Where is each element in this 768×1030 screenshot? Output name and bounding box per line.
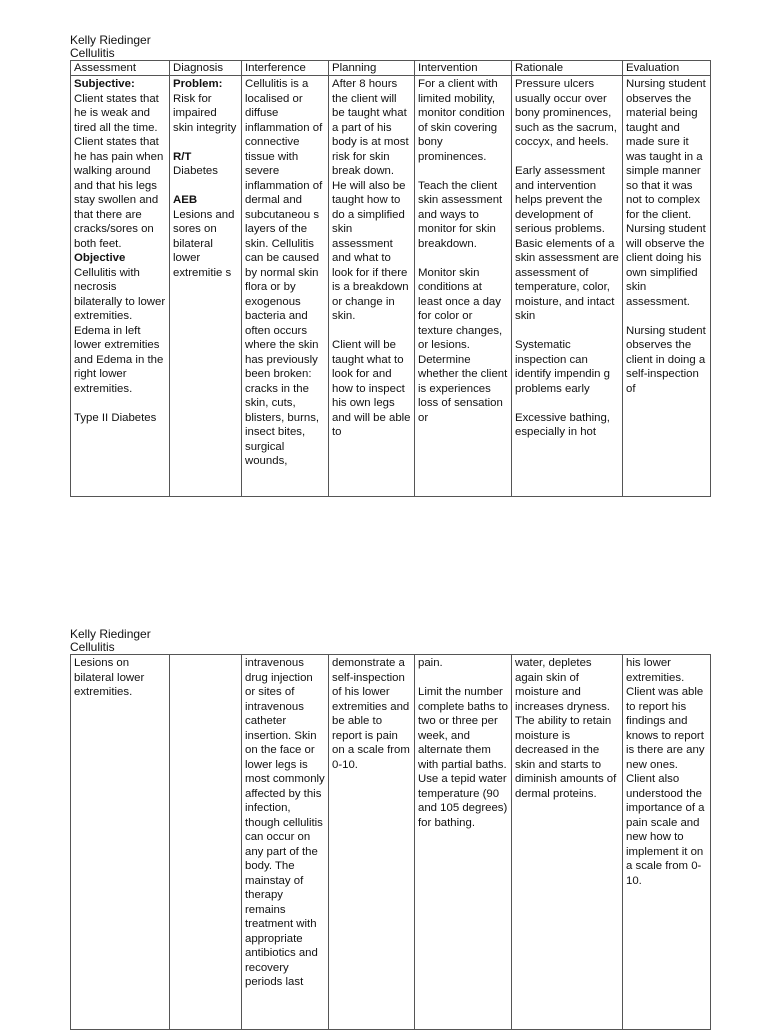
subjective-text: Client states that he is weak and tired all the time. Client states that he has pain when walking around and that his legs stay swollen and that there are cracks/sores on both feet.	[74, 92, 164, 250]
evaluation-cell: his lower extremities. Client was able to report his findings and knows to report is there are any new ones. Client also understood the importance of a pain scale and new how to implement it on a scale from 0-10.	[623, 655, 711, 1030]
rt-text: Diabetes	[173, 165, 218, 177]
intervention-text-1: For a client with limited mobility, monitor condition of skin covering bony prominences.	[418, 78, 505, 163]
rationale-text-3: Systematic inspection can identify impendin g problems early	[515, 339, 610, 395]
planning-cell: demonstrate a self-inspection of his lower extremities and be able to report is pain on a scale from 0-10.	[329, 655, 415, 1030]
interference-cell: Cellulitis is a localised or diffuse inflammation of connective tissue with severe inflammation of dermal and subcutaneou s layers of the skin. Cellulitis can be caused by normal skin flora or by exogenous bacteria and often occurs where the skin has previously been broken: cracks in the skin, cuts, blisters, burns, insect bites, surgical wounds,	[242, 76, 329, 497]
table-row	[71, 76, 711, 497]
type-text: Type II Diabetes	[74, 411, 157, 424]
col-header-interference: Interference	[242, 61, 329, 76]
aeb-label: AEB	[173, 194, 198, 206]
subjective-label: Subjective:	[74, 78, 135, 90]
assessment-cell: Lesions on bilateral lower extremities.	[71, 655, 170, 1030]
planning-cell	[329, 76, 415, 497]
evaluation-cell	[623, 76, 711, 497]
rationale-text-2: Early assessment and intervention helps prevent the development of serious problems. Basic elements of a skin assessment are assessment of temperature, color, moisture, and intact skin	[515, 165, 619, 322]
planning-text-2: Client will be taught what to look for and how to inspect his own legs and will be able to	[332, 339, 411, 438]
care-plan-table	[70, 60, 711, 497]
intervention-text-2: Limit the number complete baths to two or three per week, and alternate them with partial baths. Use a tepid water temperature (90 and 105 degrees) for bathing.	[418, 686, 508, 829]
table-row	[71, 655, 711, 1030]
objective-text: Cellulitis with necrosis bilaterally to lower extremities. Edema in left lower extremities and Edema in the right lower extremities.	[74, 266, 166, 395]
care-plan-table-continued	[70, 654, 711, 1030]
page-2	[70, 628, 710, 1030]
col-header-evaluation: Evaluation	[623, 61, 711, 76]
diagnosis-cell	[170, 655, 242, 1030]
objective-label: Objective	[74, 252, 126, 264]
planning-text-1: After 8 hours the client will be taught what a part of his body is at most risk for skin break down. He will also be taught how to do a simplified skin assessment and what to look for if there is a breakdown or change in skin.	[332, 78, 409, 322]
author-name: Kelly Riedinger	[70, 627, 151, 641]
page-1	[70, 34, 710, 497]
col-header-planning: Planning	[329, 61, 415, 76]
header-row	[71, 61, 711, 76]
rationale-text-1: Pressure ulcers usually occur over bony prominences, such as the sacrum, coccyx, and heels.	[515, 78, 617, 148]
col-header-intervention: Intervention	[415, 61, 512, 76]
document-topic: Cellulitis	[70, 640, 115, 654]
col-header-diagnosis: Diagnosis	[170, 61, 242, 76]
rt-label: R/T	[173, 150, 192, 163]
diagnosis-cell	[170, 76, 242, 497]
intervention-cell	[415, 655, 512, 1030]
intervention-text-3: Monitor skin conditions at least once a day for color or texture changes, or lesions. Determine whether the client is experiences loss of sensation or	[418, 266, 508, 424]
rationale-cell	[512, 76, 623, 497]
interference-cell: intravenous drug injection or sites of intravenous catheter insertion. Skin on the face or lower legs is most commonly affected by this infection, though cellulitis can occur on any part of the body. The mainstay of therapy remains treatment with appropriate antibiotics and recovery periods last	[242, 655, 329, 1030]
aeb-text: Lesions and sores on bilateral lower extremitie s	[173, 208, 235, 279]
col-header-assessment: Assessment	[71, 61, 170, 76]
rationale-cell: water, depletes again skin of moisture and increases dryness. The ability to retain moisture is decreased in the skin and starts to diminish amounts of dermal proteins.	[512, 655, 623, 1030]
problem-label: Problem:	[173, 78, 223, 90]
evaluation-text-1: Nursing student observes the material being taught and made sure it was taught in a simple manner so that it was not to complex for the client. Nursing student will observe the client doing his own simplified skin assessment.	[626, 78, 706, 308]
intervention-text-1: pain.	[418, 657, 443, 669]
document-topic: Cellulitis	[70, 46, 115, 60]
intervention-cell	[415, 76, 512, 497]
col-header-rationale: Rationale	[512, 61, 623, 76]
intervention-text-2: Teach the client skin assessment and ways to monitor for skin breakdown.	[418, 179, 503, 250]
author-name: Kelly Riedinger	[70, 33, 151, 47]
assessment-cell	[71, 76, 170, 497]
evaluation-text-2: Nursing student observes the client in doing a self-inspection of	[626, 324, 706, 395]
rationale-text-4: Excessive bathing, especially in hot	[515, 411, 610, 438]
problem-text: Risk for impaired skin integrity	[173, 92, 237, 134]
